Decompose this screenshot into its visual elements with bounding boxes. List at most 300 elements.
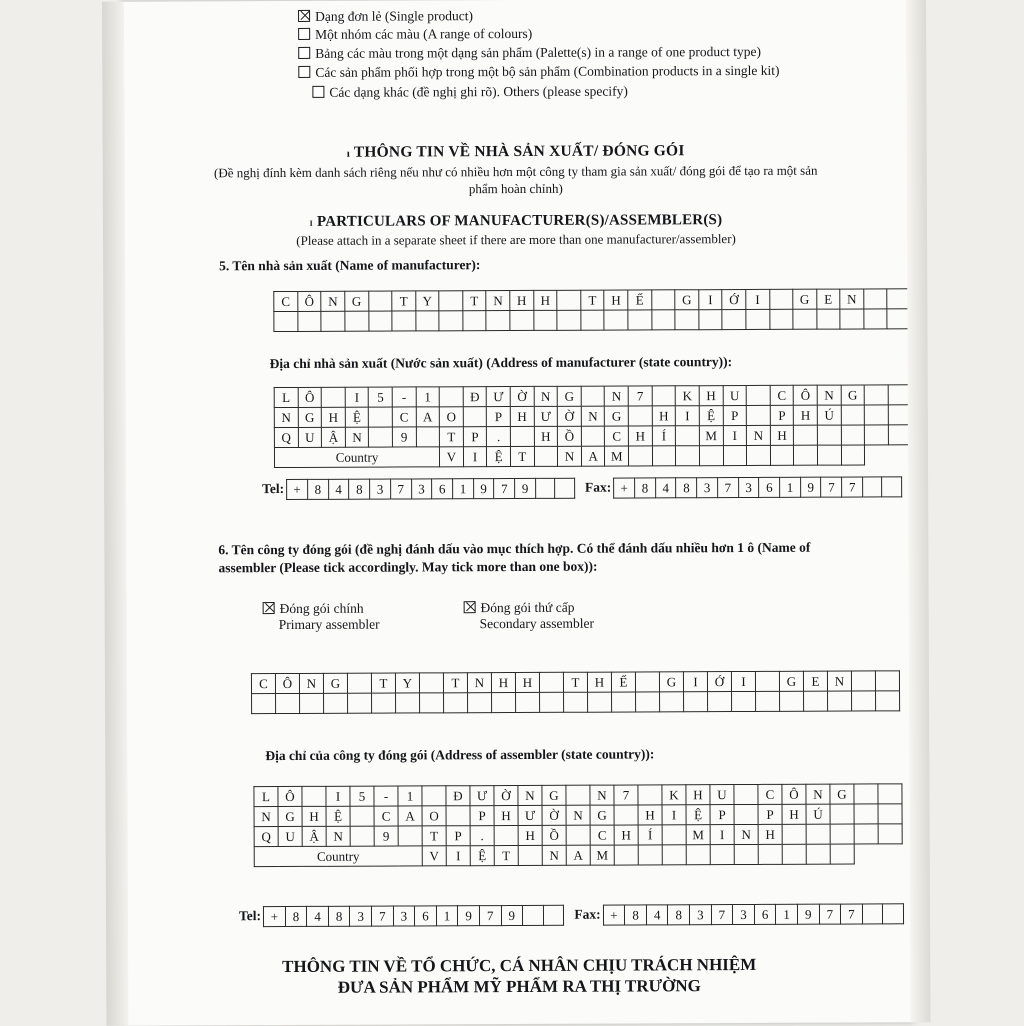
grid-cell[interactable]: Ế: [611, 672, 635, 692]
grid-cell[interactable]: [864, 309, 888, 329]
grid-cell[interactable]: [444, 693, 468, 713]
grid-cell[interactable]: [675, 310, 699, 330]
grid-cell[interactable]: 1: [453, 479, 474, 499]
grid-cell[interactable]: [555, 478, 575, 498]
grid-cell[interactable]: C: [251, 674, 275, 694]
grid-cell[interactable]: G: [298, 407, 322, 427]
grid-cell[interactable]: [887, 309, 911, 329]
grid-cell[interactable]: 7: [842, 477, 863, 497]
grid-cell[interactable]: I: [446, 846, 470, 866]
option-range-of-colours[interactable]: [298, 25, 878, 44]
grid-cell[interactable]: [887, 289, 911, 309]
grid-cell[interactable]: V: [422, 846, 446, 866]
grid-cell[interactable]: 9: [515, 478, 536, 498]
grid-cell[interactable]: [486, 311, 510, 331]
grid-cell[interactable]: N: [518, 785, 542, 805]
grid-cell[interactable]: Ệ: [326, 806, 350, 826]
grid-cell[interactable]: [806, 824, 830, 844]
grid-cell[interactable]: Ồ: [542, 825, 566, 845]
grid-cell[interactable]: [756, 691, 780, 711]
grid-cell[interactable]: [699, 446, 723, 466]
grid-cell[interactable]: A: [581, 446, 605, 466]
grid-cell[interactable]: G: [323, 673, 347, 693]
grid-cell[interactable]: A: [566, 845, 590, 865]
grid-cell[interactable]: 6: [754, 904, 776, 924]
grid-cell[interactable]: [882, 477, 902, 497]
grid-cell[interactable]: [252, 694, 276, 714]
grid-cell[interactable]: [422, 786, 446, 806]
grid-cell[interactable]: Q: [274, 427, 298, 447]
option-single-product[interactable]: [298, 6, 878, 25]
grid-cell[interactable]: [817, 425, 841, 445]
grid-cell[interactable]: [372, 693, 396, 713]
grid-cell[interactable]: 8: [676, 478, 697, 498]
grid-cell[interactable]: Ư: [470, 786, 494, 806]
grid-cell[interactable]: L: [274, 387, 298, 407]
grid-cell[interactable]: [862, 904, 883, 924]
grid-cell[interactable]: 8: [307, 479, 328, 499]
grid-cell[interactable]: 3: [733, 904, 755, 924]
grid-cell[interactable]: 7: [717, 478, 738, 498]
grid-cell[interactable]: [794, 445, 818, 465]
grid-cell[interactable]: I: [345, 387, 369, 407]
grid-cell[interactable]: C: [758, 784, 782, 804]
grid-cell[interactable]: [368, 311, 392, 331]
grid-cell[interactable]: [534, 310, 558, 330]
grid-cell[interactable]: A: [416, 407, 440, 427]
grid-cell[interactable]: G: [841, 385, 865, 405]
grid-cell[interactable]: Ệ: [487, 447, 511, 467]
grid-cell[interactable]: [662, 845, 686, 865]
grid-cell[interactable]: [369, 427, 393, 447]
grid-cell[interactable]: L: [254, 787, 278, 807]
grid-cell[interactable]: H: [510, 406, 534, 426]
grid-cell[interactable]: 9: [797, 904, 819, 924]
grid-cell[interactable]: [534, 446, 558, 466]
grid-cell[interactable]: N: [299, 673, 323, 693]
grid-cell[interactable]: Ờ: [510, 386, 534, 406]
grid-cell[interactable]: O: [422, 806, 446, 826]
grid-cell[interactable]: [628, 310, 652, 330]
grid-cell[interactable]: N: [817, 385, 841, 405]
grid-cell[interactable]: [676, 426, 700, 446]
grid-cell[interactable]: Ậ: [322, 427, 346, 447]
grid-cell[interactable]: 3: [370, 479, 391, 499]
grid-cell[interactable]: H: [534, 426, 558, 446]
grid-cell[interactable]: [300, 693, 324, 713]
grid-cell[interactable]: Ư: [534, 406, 558, 426]
grid-cell[interactable]: G: [590, 805, 614, 825]
grid-cell[interactable]: O: [439, 407, 463, 427]
grid-cell[interactable]: [854, 804, 878, 824]
grid-cell[interactable]: [468, 693, 492, 713]
grid-cell[interactable]: [852, 691, 876, 711]
grid-cell[interactable]: [540, 692, 564, 712]
grid-cell[interactable]: C: [374, 806, 398, 826]
grid-cell[interactable]: [830, 844, 854, 864]
grid-cell[interactable]: [734, 844, 758, 864]
grid-cell[interactable]: [734, 784, 758, 804]
grid-cell[interactable]: N: [581, 406, 605, 426]
grid-cell[interactable]: G: [345, 291, 369, 311]
grid-cell[interactable]: H: [628, 426, 652, 446]
grid-cell[interactable]: 9: [473, 479, 494, 499]
grid-cell[interactable]: P: [770, 405, 794, 425]
grid-cell[interactable]: [875, 671, 899, 691]
tick-primary-assembler[interactable]: [263, 601, 380, 634]
grid-cell[interactable]: [564, 692, 588, 712]
grid-cell[interactable]: H: [699, 386, 723, 406]
grid-cell[interactable]: [888, 385, 911, 405]
grid-cell[interactable]: G: [675, 290, 699, 310]
grid-cell[interactable]: [523, 905, 544, 925]
grid-cell[interactable]: N: [566, 805, 590, 825]
grid-cell[interactable]: -: [392, 387, 416, 407]
grid-cell[interactable]: H: [604, 290, 628, 310]
grid-cell[interactable]: T: [463, 291, 487, 311]
grid-cell[interactable]: 5: [369, 387, 393, 407]
grid-cell[interactable]: 7: [841, 904, 863, 924]
grid-cell[interactable]: [830, 824, 854, 844]
grid-cell[interactable]: 8: [349, 479, 370, 499]
grid-cell[interactable]: [699, 310, 723, 330]
assembler-address-grid[interactable]: [253, 783, 902, 867]
grid-cell[interactable]: [782, 844, 806, 864]
grid-cell[interactable]: H: [302, 806, 326, 826]
grid-cell[interactable]: [652, 310, 676, 330]
grid-cell[interactable]: [321, 311, 345, 331]
grid-cell[interactable]: [297, 311, 321, 331]
grid-cell[interactable]: Ờ: [494, 785, 518, 805]
grid-cell[interactable]: H: [782, 804, 806, 824]
grid-cell[interactable]: .: [470, 826, 494, 846]
grid-cell[interactable]: +: [603, 905, 625, 925]
grid-cell[interactable]: Ô: [297, 291, 321, 311]
grid-cell[interactable]: 3: [350, 906, 372, 926]
grid-cell[interactable]: [746, 405, 770, 425]
grid-cell[interactable]: [369, 407, 393, 427]
grid-cell[interactable]: Ậ: [302, 826, 326, 846]
option-palette-range[interactable]: [298, 43, 878, 62]
grid-cell[interactable]: 9: [458, 906, 480, 926]
grid-cell[interactable]: Y: [395, 673, 419, 693]
grid-cell[interactable]: Í: [638, 825, 662, 845]
grid-cell[interactable]: [841, 425, 865, 445]
grid-cell[interactable]: T: [422, 826, 446, 846]
grid-cell[interactable]: [864, 289, 888, 309]
grid-cell[interactable]: [510, 426, 534, 446]
grid-cell[interactable]: [840, 309, 864, 329]
grid-cell[interactable]: Í: [652, 426, 676, 446]
grid-cell[interactable]: H: [686, 785, 710, 805]
grid-cell[interactable]: +: [287, 479, 308, 499]
grid-cell[interactable]: H: [510, 290, 534, 310]
grid-cell[interactable]: 5: [350, 786, 374, 806]
grid-cell[interactable]: N: [542, 845, 566, 865]
grid-cell[interactable]: 1: [436, 906, 458, 926]
grid-cell[interactable]: N: [734, 824, 758, 844]
grid-cell[interactable]: [636, 692, 660, 712]
grid-cell[interactable]: [614, 805, 638, 825]
grid-cell[interactable]: N: [827, 671, 851, 691]
grid-cell[interactable]: [439, 291, 463, 311]
grid-cell[interactable]: [851, 671, 875, 691]
grid-cell[interactable]: [635, 672, 659, 692]
grid-cell[interactable]: G: [542, 785, 566, 805]
grid-cell[interactable]: I: [326, 786, 350, 806]
grid-cell[interactable]: K: [662, 785, 686, 805]
grid-cell[interactable]: I: [699, 290, 723, 310]
grid-cell[interactable]: [770, 445, 794, 465]
grid-cell[interactable]: H: [652, 406, 676, 426]
grid-cell[interactable]: N: [534, 386, 558, 406]
grid-cell[interactable]: Ô: [298, 387, 322, 407]
grid-cell[interactable]: P: [463, 427, 487, 447]
grid-cell[interactable]: N: [840, 289, 864, 309]
grid-cell[interactable]: [780, 691, 804, 711]
grid-cell[interactable]: Ệ: [345, 407, 369, 427]
grid-cell[interactable]: [638, 785, 662, 805]
grid-cell[interactable]: H: [587, 672, 611, 692]
grid-cell[interactable]: [863, 477, 883, 497]
grid-cell[interactable]: [876, 691, 900, 711]
grid-cell[interactable]: H: [794, 405, 818, 425]
grid-cell[interactable]: 8: [285, 906, 307, 926]
grid-cell[interactable]: H: [494, 805, 518, 825]
grid-cell[interactable]: [350, 826, 374, 846]
grid-cell[interactable]: [755, 671, 779, 691]
grid-cell[interactable]: 8: [668, 905, 690, 925]
grid-cell[interactable]: H: [614, 825, 638, 845]
grid-cell[interactable]: [588, 692, 612, 712]
grid-cell[interactable]: T: [443, 673, 467, 693]
grid-cell[interactable]: Ớ: [707, 672, 731, 692]
grid-cell[interactable]: Ú: [817, 405, 841, 425]
grid-cell[interactable]: [463, 407, 487, 427]
grid-cell[interactable]: Ư: [487, 387, 511, 407]
grid-cell[interactable]: [324, 693, 348, 713]
checkbox-checked-icon[interactable]: [298, 10, 310, 22]
grid-cell[interactable]: [392, 311, 416, 331]
grid-cell[interactable]: [302, 786, 326, 806]
grid-cell[interactable]: H: [758, 824, 782, 844]
grid-cell[interactable]: 9: [374, 826, 398, 846]
grid-cell[interactable]: N: [321, 291, 345, 311]
grid-cell[interactable]: [652, 386, 676, 406]
grid-cell[interactable]: [557, 290, 581, 310]
manufacturer-name-grid[interactable]: [273, 288, 911, 332]
grid-cell[interactable]: E: [816, 289, 840, 309]
grid-cell[interactable]: M: [686, 825, 710, 845]
grid-cell[interactable]: I: [676, 406, 700, 426]
grid-cell[interactable]: T: [392, 291, 416, 311]
grid-cell[interactable]: 7: [390, 479, 411, 499]
grid-cell[interactable]: N: [558, 446, 582, 466]
grid-cell[interactable]: [816, 309, 840, 329]
grid-cell[interactable]: 7: [821, 477, 842, 497]
grid-cell[interactable]: E: [803, 671, 827, 691]
grid-cell[interactable]: C: [274, 291, 298, 311]
grid-cell[interactable]: T: [371, 673, 395, 693]
grid-cell[interactable]: [878, 804, 902, 824]
grid-cell[interactable]: [629, 446, 653, 466]
grid-cell[interactable]: [557, 310, 581, 330]
grid-cell[interactable]: N: [345, 427, 369, 447]
grid-cell[interactable]: Ệ: [699, 406, 723, 426]
grid-cell[interactable]: [581, 426, 605, 446]
grid-cell[interactable]: 4: [655, 478, 676, 498]
grid-cell[interactable]: Ồ: [558, 426, 582, 446]
grid-cell[interactable]: G: [605, 406, 629, 426]
grid-cell[interactable]: [854, 824, 878, 844]
grid-cell[interactable]: T: [581, 290, 605, 310]
grid-cell[interactable]: [604, 310, 628, 330]
grid-cell[interactable]: 4: [646, 905, 668, 925]
grid-cell[interactable]: 6: [415, 906, 437, 926]
grid-cell[interactable]: [684, 692, 708, 712]
grid-cell[interactable]: I: [731, 671, 755, 691]
grid-cell[interactable]: C: [392, 407, 416, 427]
grid-cell[interactable]: -: [374, 786, 398, 806]
grid-cell[interactable]: .: [487, 427, 511, 447]
tel-grid[interactable]: [286, 478, 575, 500]
tick-secondary-assembler[interactable]: [463, 600, 593, 634]
grid-cell[interactable]: Ệ: [686, 805, 710, 825]
grid-cell[interactable]: [628, 406, 652, 426]
grid-cell[interactable]: [865, 425, 888, 445]
grid-cell[interactable]: [652, 446, 676, 466]
grid-cell[interactable]: [492, 693, 516, 713]
option-combination-kit[interactable]: [298, 63, 878, 82]
grid-cell[interactable]: 4: [328, 479, 349, 499]
grid-cell[interactable]: 9: [800, 477, 821, 497]
grid-cell[interactable]: [828, 691, 852, 711]
grid-cell[interactable]: [516, 692, 540, 712]
grid-cell[interactable]: [676, 446, 700, 466]
grid-cell[interactable]: [747, 445, 771, 465]
grid-cell[interactable]: 6: [759, 477, 780, 497]
grid-cell[interactable]: 7: [628, 386, 652, 406]
grid-cell[interactable]: U: [298, 427, 322, 447]
grid-cell[interactable]: +: [614, 478, 635, 498]
grid-cell[interactable]: Ư: [518, 805, 542, 825]
grid-cell[interactable]: I: [746, 289, 770, 309]
grid-cell[interactable]: [396, 693, 420, 713]
grid-cell[interactable]: [651, 290, 675, 310]
grid-cell[interactable]: G: [793, 289, 817, 309]
grid-cell[interactable]: [841, 405, 865, 425]
grid-cell[interactable]: [710, 845, 734, 865]
grid-cell[interactable]: [841, 445, 865, 465]
grid-cell[interactable]: T: [494, 845, 518, 865]
grid-cell[interactable]: [439, 387, 463, 407]
grid-cell[interactable]: [614, 845, 638, 865]
grid-cell[interactable]: [888, 405, 911, 425]
grid-cell[interactable]: 7: [479, 906, 501, 926]
grid-cell[interactable]: G: [278, 806, 302, 826]
grid-cell[interactable]: [865, 405, 888, 425]
grid-cell[interactable]: P: [723, 405, 747, 425]
grid-cell[interactable]: 1: [398, 786, 422, 806]
grid-cell[interactable]: 8: [625, 905, 647, 925]
grid-cell[interactable]: [416, 427, 440, 447]
grid-cell[interactable]: N: [806, 784, 830, 804]
grid-cell[interactable]: Ô: [794, 385, 818, 405]
grid-cell[interactable]: [758, 844, 782, 864]
grid-cell[interactable]: I: [683, 672, 707, 692]
grid-cell[interactable]: 8: [328, 906, 350, 926]
grid-cell[interactable]: N: [254, 807, 278, 827]
grid-cell[interactable]: C: [590, 825, 614, 845]
grid-cell[interactable]: H: [770, 425, 794, 445]
grid-cell[interactable]: Ô: [275, 673, 299, 693]
grid-cell[interactable]: [416, 311, 440, 331]
grid-cell[interactable]: 1: [416, 387, 440, 407]
grid-cell[interactable]: Y: [415, 291, 439, 311]
grid-cell[interactable]: [494, 825, 518, 845]
grid-cell[interactable]: 7: [614, 785, 638, 805]
option-others[interactable]: [298, 82, 878, 101]
grid-cell[interactable]: U: [710, 785, 734, 805]
grid-cell[interactable]: [581, 310, 605, 330]
grid-cell[interactable]: M: [590, 845, 614, 865]
grid-cell[interactable]: G: [557, 386, 581, 406]
grid-cell[interactable]: 8: [635, 478, 656, 498]
grid-cell[interactable]: [419, 673, 443, 693]
grid-cell[interactable]: N: [486, 291, 510, 311]
grid-cell[interactable]: [463, 311, 487, 331]
grid-cell[interactable]: [662, 825, 686, 845]
grid-cell[interactable]: [420, 693, 444, 713]
grid-cell[interactable]: [854, 784, 878, 804]
grid-cell[interactable]: Ế: [628, 290, 652, 310]
grid-cell[interactable]: [782, 824, 806, 844]
grid-cell[interactable]: 9: [392, 427, 416, 447]
grid-cell[interactable]: [888, 425, 911, 445]
grid-cell[interactable]: 7: [494, 479, 515, 499]
grid-cell[interactable]: [883, 904, 904, 924]
grid-cell[interactable]: C: [605, 426, 629, 446]
grid-cell[interactable]: [686, 845, 710, 865]
grid-cell[interactable]: Đ: [446, 786, 470, 806]
grid-cell[interactable]: 3: [697, 478, 718, 498]
grid-cell[interactable]: H: [515, 672, 539, 692]
grid-cell[interactable]: [660, 692, 684, 712]
grid-cell[interactable]: [746, 309, 770, 329]
grid-cell[interactable]: 3: [411, 479, 432, 499]
grid-cell[interactable]: 4: [307, 906, 329, 926]
grid-cell[interactable]: K: [676, 386, 700, 406]
grid-cell[interactable]: +: [263, 907, 285, 927]
checkbox-icon[interactable]: [298, 66, 310, 78]
grid-cell[interactable]: 3: [738, 477, 759, 497]
grid-cell[interactable]: P: [710, 805, 734, 825]
grid-cell[interactable]: G: [779, 671, 803, 691]
grid-cell[interactable]: N: [590, 785, 614, 805]
grid-cell[interactable]: Ớ: [722, 289, 746, 309]
grid-cell[interactable]: Ú: [806, 804, 830, 824]
grid-cell[interactable]: [878, 784, 902, 804]
grid-cell[interactable]: [566, 825, 590, 845]
grid-cell[interactable]: [769, 309, 793, 329]
grid-cell[interactable]: [276, 693, 300, 713]
grid-cell[interactable]: I: [710, 825, 734, 845]
grid-cell[interactable]: [543, 905, 564, 925]
grid-cell[interactable]: [732, 691, 756, 711]
grid-cell[interactable]: Ô: [782, 784, 806, 804]
grid-cell[interactable]: G: [830, 784, 854, 804]
grid-cell[interactable]: U: [723, 385, 747, 405]
